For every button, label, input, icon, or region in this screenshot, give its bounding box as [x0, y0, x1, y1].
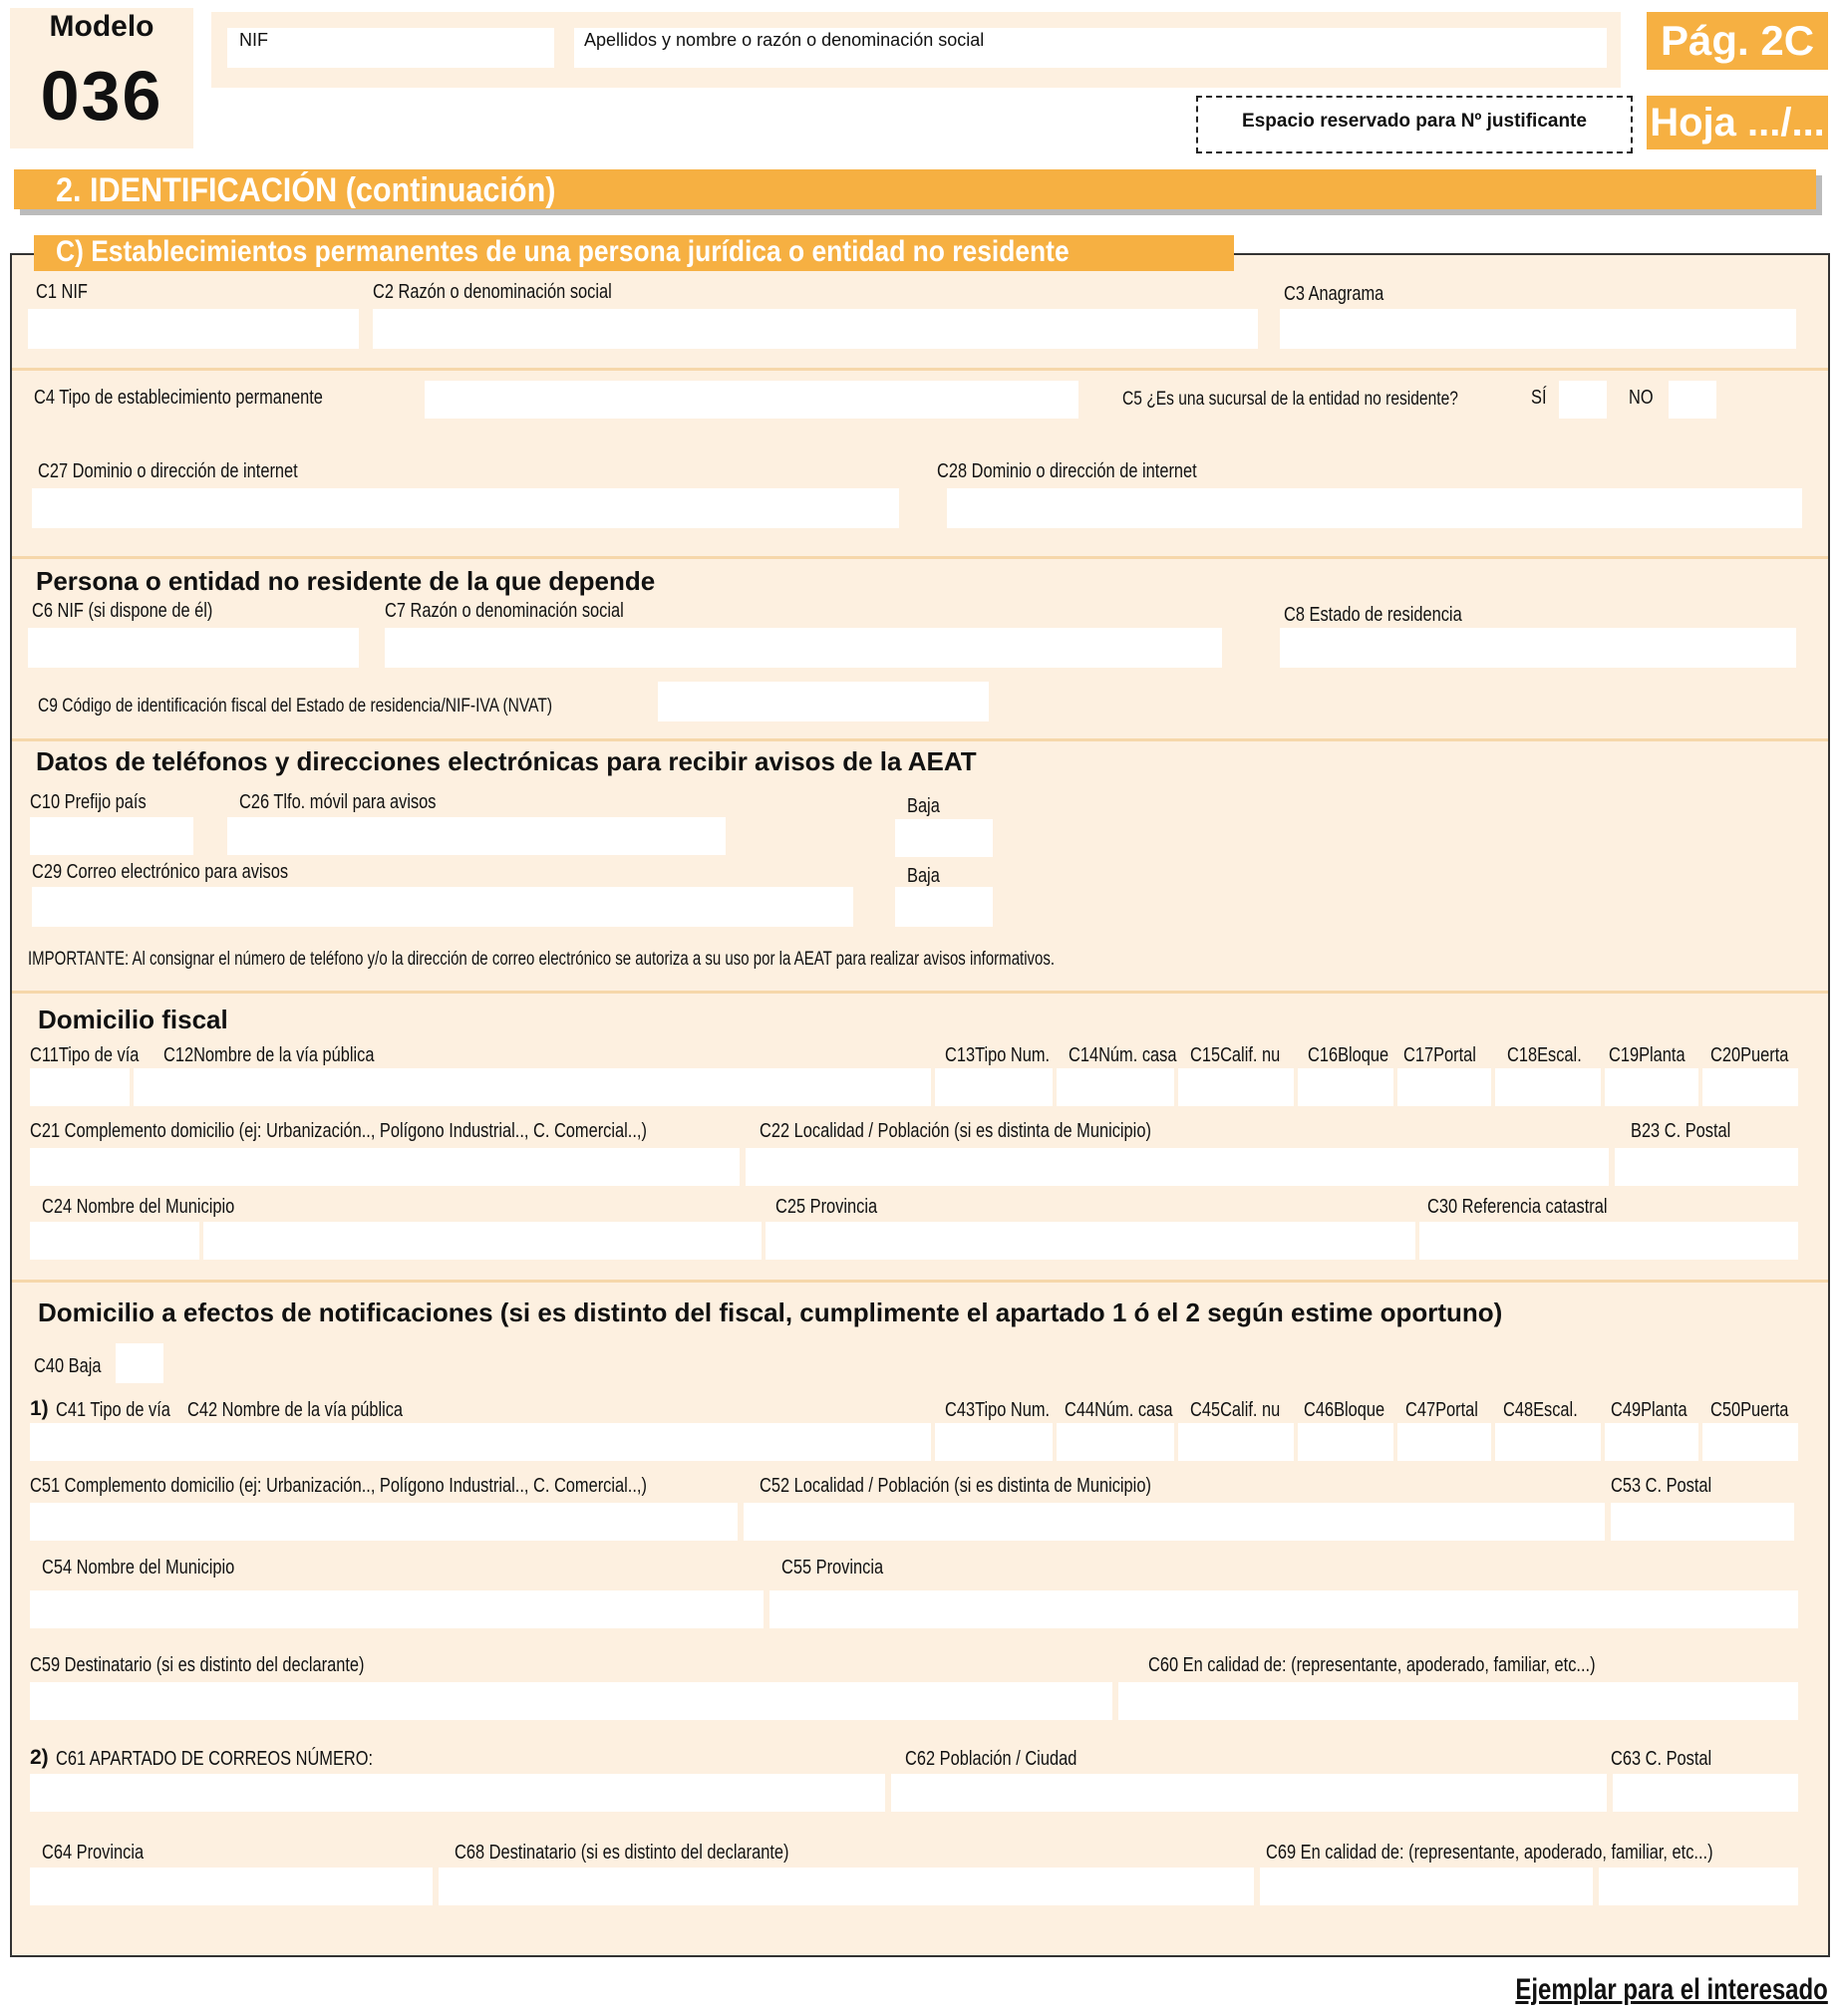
c1-field[interactable]: [28, 309, 359, 349]
separator: [12, 368, 1828, 371]
c52-field[interactable]: [744, 1503, 1605, 1541]
c69-extra-field[interactable]: [1599, 1868, 1798, 1905]
c40-label: C40 Baja: [34, 1355, 102, 1377]
c21-label: C21 Complemento domicilio (ej: Urbanización.., Polígono Industrial.., C. Comercial..,): [30, 1120, 647, 1142]
c40-baja-checkbox[interactable]: [116, 1343, 163, 1383]
c41-label: C41 Tipo de vía: [56, 1399, 170, 1421]
separator: [12, 1280, 1828, 1283]
footer-copy-label: Ejemplar para el interesado: [1515, 1973, 1828, 2006]
domicilio-fiscal-heading: Domicilio fiscal: [38, 1005, 228, 1034]
c43-label: C43Tipo Num.: [945, 1399, 1051, 1421]
c54-field[interactable]: [30, 1590, 764, 1628]
c54-label: C54 Nombre del Municipio: [42, 1557, 235, 1579]
c53-field[interactable]: [1611, 1503, 1794, 1541]
justificante-label: Espacio reservado para Nº justificante: [1242, 111, 1587, 132]
baja-label: Baja: [907, 795, 940, 817]
c4-field[interactable]: [425, 381, 1078, 419]
c5-si-label: SÍ: [1531, 387, 1547, 409]
c3-field[interactable]: [1280, 309, 1796, 349]
option-2-marker: 2): [30, 1746, 49, 1769]
c41-c42-field[interactable]: [30, 1423, 931, 1461]
c52-label: C52 Localidad / Población (si es distinta de Municipio): [760, 1475, 1151, 1497]
c51-label: C51 Complemento domicilio (ej: Urbanización.., Polígono Industrial.., C. Comercial..,): [30, 1475, 647, 1497]
header-name-label: Apellidos y nombre o razón o denominación social: [584, 30, 985, 50]
page-badge: Pág. 2C: [1647, 12, 1828, 70]
c27-field[interactable]: [32, 488, 899, 528]
option-1-marker: 1): [30, 1397, 49, 1420]
c25-label: C25 Provincia: [775, 1196, 878, 1218]
c20-field[interactable]: [1702, 1068, 1798, 1106]
c64-label: C64 Provincia: [42, 1842, 145, 1864]
c45-field[interactable]: [1178, 1423, 1294, 1461]
c5-label: C5 ¿Es una sucursal de la entidad no residente?: [1122, 389, 1458, 410]
c25-field[interactable]: [766, 1222, 1415, 1260]
c22-label: C22 Localidad / Población (si es distinta de Municipio): [760, 1120, 1151, 1142]
separator: [12, 738, 1828, 741]
c12-label: C12Nombre de la vía pública: [163, 1044, 375, 1066]
c46-field[interactable]: [1298, 1423, 1393, 1461]
importante-note: IMPORTANTE: Al consignar el número de teléfono y/o la dirección de correo electrónico se autoriza a su uso por la AEAT para realizar avisos informativos.: [28, 949, 1056, 970]
c59-label: C59 Destinatario (si es distinto del declarante): [30, 1654, 365, 1676]
c59-field[interactable]: [30, 1682, 1112, 1720]
c8-field[interactable]: [1280, 628, 1796, 668]
c14-label: C14Núm. casa: [1069, 1044, 1177, 1066]
c44-field[interactable]: [1057, 1423, 1174, 1461]
c24-label: C24 Nombre del Municipio: [42, 1196, 235, 1218]
c10-field[interactable]: [30, 817, 193, 855]
c29-label: C29 Correo electrónico para avisos: [32, 861, 289, 883]
c63-label: C63 C. Postal: [1611, 1748, 1712, 1770]
c28-field[interactable]: [947, 488, 1802, 528]
c27-label: C27 Dominio o dirección de internet: [38, 460, 298, 482]
c12-field[interactable]: [134, 1068, 931, 1106]
c19-label: C19Planta: [1609, 1044, 1686, 1066]
c17-field[interactable]: [1397, 1068, 1491, 1106]
modelo-number: 036: [40, 57, 163, 135]
c16-field[interactable]: [1298, 1068, 1393, 1106]
c13-field[interactable]: [935, 1068, 1053, 1106]
c69-label: C69 En calidad de: (representante, apoderado, familiar, etc...): [1266, 1842, 1713, 1864]
c16-label: C16Bloque: [1308, 1044, 1389, 1066]
c14-field[interactable]: [1057, 1068, 1174, 1106]
subsection-c-title: C) Establecimientos permanentes de una persona jurídica o entidad no residente: [56, 235, 1070, 268]
b23-label: B23 C. Postal: [1631, 1120, 1731, 1142]
c2-label: C2 Razón o denominación social: [373, 281, 612, 303]
c62-label: C62 Población / Ciudad: [905, 1748, 1077, 1770]
c6-label: C6 NIF (si dispone de él): [32, 600, 213, 622]
sheet-badge: Hoja .../...: [1647, 96, 1828, 149]
separator: [12, 556, 1828, 559]
separator: [12, 991, 1828, 994]
c61-label: C61 APARTADO DE CORREOS NÚMERO:: [56, 1748, 374, 1770]
c18-label: C18Escal.: [1507, 1044, 1582, 1066]
c51-field[interactable]: [30, 1503, 738, 1541]
c28-label: C28 Dominio o dirección de internet: [937, 460, 1197, 482]
c44-label: C44Núm. casa: [1065, 1399, 1173, 1421]
c11-label: C11Tipo de vía: [30, 1044, 140, 1066]
c55-label: C55 Provincia: [781, 1557, 884, 1579]
c7-label: C7 Razón o denominación social: [385, 600, 624, 622]
c63-field[interactable]: [1613, 1774, 1798, 1812]
c46-label: C46Bloque: [1304, 1399, 1385, 1421]
c10-label: C10 Prefijo país: [30, 791, 147, 813]
c24-name-field[interactable]: [203, 1222, 762, 1260]
c53-label: C53 C. Postal: [1611, 1475, 1712, 1497]
persona-heading: Persona o entidad no residente de la que depende: [36, 566, 656, 596]
c55-field[interactable]: [769, 1590, 1798, 1628]
c68-label: C68 Destinatario (si es distinto del declarante): [455, 1842, 789, 1864]
c21-field[interactable]: [30, 1148, 740, 1186]
c26-baja-checkbox[interactable]: [895, 819, 993, 857]
c19-field[interactable]: [1605, 1068, 1698, 1106]
c68-field[interactable]: [439, 1868, 1254, 1905]
c17-label: C17Portal: [1403, 1044, 1476, 1066]
notificaciones-heading: Domicilio a efectos de notificaciones (si es distinto del fiscal, cumplimente el apartado 1 ó el 2 según estime oportuno): [38, 1297, 1503, 1327]
c4-label: C4 Tipo de establecimiento permanente: [34, 387, 323, 409]
c5-no-checkbox[interactable]: [1669, 381, 1716, 419]
c29-field[interactable]: [32, 887, 853, 927]
c30-label: C30 Referencia catastral: [1427, 1196, 1608, 1218]
c5-no-label: NO: [1629, 387, 1654, 409]
c47-label: C47Portal: [1405, 1399, 1478, 1421]
c30-field[interactable]: [1419, 1222, 1798, 1260]
header-nif-field[interactable]: [227, 28, 554, 68]
baja-label: Baja: [907, 865, 940, 887]
telefonos-heading: Datos de teléfonos y direcciones electrónicas para recibir avisos de la AEAT: [36, 746, 977, 776]
c1-label: C1 NIF: [36, 281, 88, 303]
c42-label: C42 Nombre de la vía pública: [187, 1399, 404, 1421]
c45-label: C45Calif. nu: [1190, 1399, 1281, 1421]
c69-field[interactable]: [1260, 1868, 1593, 1905]
c49-label: C49Planta: [1611, 1399, 1687, 1421]
c3-label: C3 Anagrama: [1284, 283, 1384, 305]
c2-field[interactable]: [373, 309, 1258, 349]
b23-field[interactable]: [1615, 1148, 1798, 1186]
c29-baja-checkbox[interactable]: [895, 887, 993, 927]
c5-si-checkbox[interactable]: [1559, 381, 1607, 419]
header-nif-label: NIF: [239, 30, 268, 50]
c15-label: C15Calif. nu: [1190, 1044, 1281, 1066]
c11-field[interactable]: [30, 1068, 130, 1106]
c60-field[interactable]: [1118, 1682, 1798, 1720]
modelo-label: Modelo: [49, 10, 154, 43]
c62-field[interactable]: [891, 1774, 1607, 1812]
section-title: 2. IDENTIFICACIÓN (continuación): [56, 171, 556, 209]
c26-label: C26 Tlfo. móvil para avisos: [239, 791, 437, 813]
c20-label: C20Puerta: [1710, 1044, 1789, 1066]
c48-label: C48Escal.: [1503, 1399, 1578, 1421]
c9-field[interactable]: [658, 682, 989, 721]
c6-field[interactable]: [28, 628, 359, 668]
c24-field[interactable]: [30, 1222, 199, 1260]
c8-label: C8 Estado de residencia: [1284, 604, 1462, 626]
c43-field[interactable]: [935, 1423, 1053, 1461]
c15-field[interactable]: [1178, 1068, 1294, 1106]
c22-field[interactable]: [746, 1148, 1609, 1186]
c9-label: C9 Código de identificación fiscal del Estado de residencia/NIF-IVA (NVAT): [38, 696, 553, 717]
c7-field[interactable]: [385, 628, 1222, 668]
c18-field[interactable]: [1495, 1068, 1601, 1106]
c61-field[interactable]: [30, 1774, 885, 1812]
c50-label: C50Puerta: [1710, 1399, 1789, 1421]
c26-field[interactable]: [227, 817, 726, 855]
c49-field[interactable]: [1605, 1423, 1698, 1461]
c64-field[interactable]: [30, 1868, 433, 1905]
c13-label: C13Tipo Num.: [945, 1044, 1051, 1066]
c47-field[interactable]: [1397, 1423, 1491, 1461]
c60-label: C60 En calidad de: (representante, apoderado, familiar, etc...): [1148, 1654, 1596, 1676]
c48-field[interactable]: [1495, 1423, 1601, 1461]
c50-field[interactable]: [1702, 1423, 1798, 1461]
